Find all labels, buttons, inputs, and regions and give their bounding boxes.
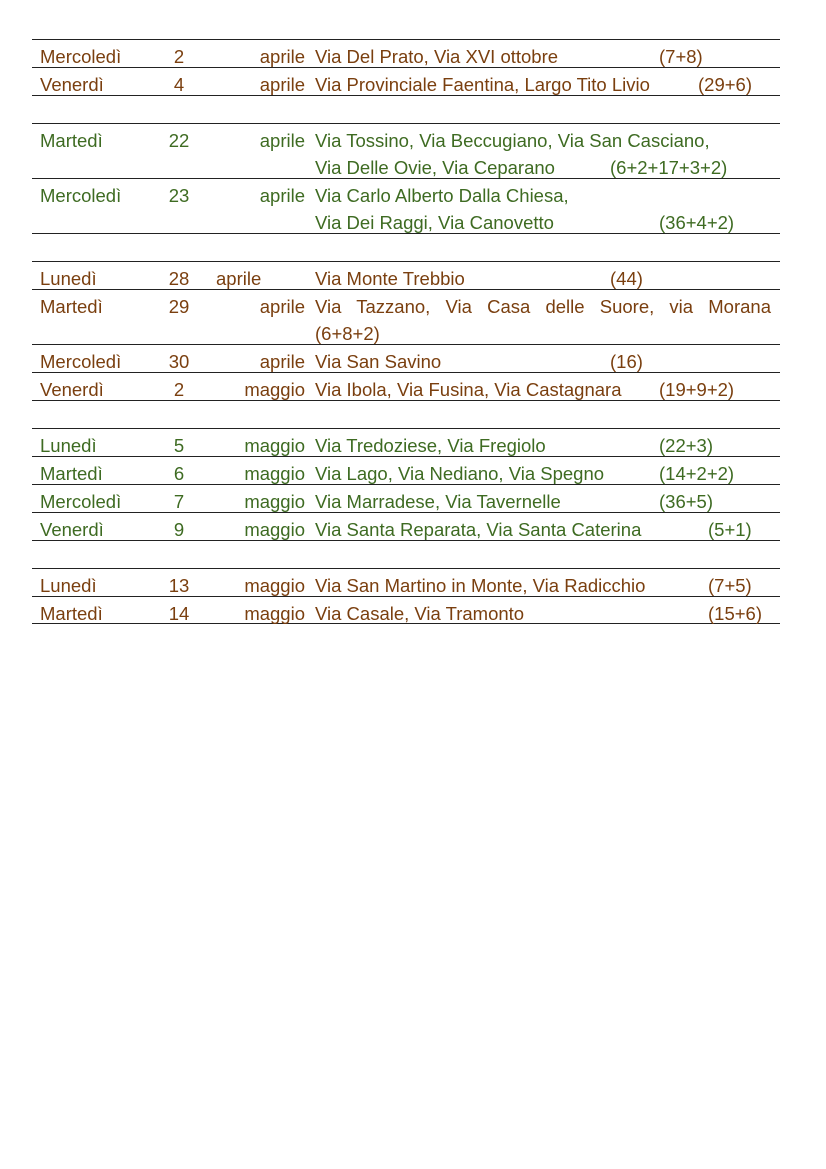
- month-cell: aprile: [259, 351, 305, 372]
- table-row: [32, 596, 780, 624]
- month-cell: aprile: [259, 46, 305, 67]
- month-cell: aprile: [259, 74, 305, 95]
- table-row: [32, 484, 780, 512]
- code-cell: (36+5): [659, 491, 713, 512]
- month-cell: maggio: [244, 603, 305, 624]
- date-number-cell: 30: [168, 351, 190, 372]
- date-number-cell: 14: [168, 603, 190, 624]
- date-number-cell: 2: [173, 379, 185, 400]
- day-cell: Martedì: [40, 130, 103, 151]
- month-cell: maggio: [244, 491, 305, 512]
- day-cell: Lunedì: [40, 575, 97, 596]
- code-cell: (44): [610, 268, 643, 289]
- table-row: [32, 372, 780, 400]
- streets-cell: Via Ibola, Via Fusina, Via Castagnara: [315, 379, 622, 400]
- streets-line-2: (6+8+2): [315, 323, 380, 344]
- table-row: [32, 67, 780, 95]
- day-cell: Venerdì: [40, 519, 104, 540]
- day-cell: Lunedì: [40, 268, 97, 289]
- code-cell: (5+1): [708, 519, 752, 540]
- date-number-cell: 9: [173, 519, 185, 540]
- streets-cell: Via Provinciale Faentina, Largo Tito Livio: [315, 74, 650, 95]
- spacer-row: [32, 540, 780, 568]
- month-cell: maggio: [244, 463, 305, 484]
- spacer-row: [32, 95, 780, 123]
- streets-cell: Via Tredoziese, Via Fregiolo: [315, 435, 546, 456]
- code-cell: (36+4+2): [659, 212, 735, 233]
- day-cell: Martedì: [40, 463, 103, 484]
- day-cell: Martedì: [40, 296, 103, 317]
- date-number-cell: 5: [173, 435, 185, 456]
- streets-cell: Via Marradese, Via Tavernelle: [315, 491, 561, 512]
- table-row: [32, 428, 780, 456]
- date-number-cell: 22: [168, 130, 190, 151]
- streets-line-2: Via Delle Ovie, Via Ceparano: [315, 157, 555, 178]
- streets-cell: Via Casale, Via Tramonto: [315, 603, 525, 624]
- code-cell: (15+6): [708, 603, 762, 624]
- month-cell: maggio: [244, 435, 305, 456]
- date-number-cell: 2: [173, 46, 185, 67]
- month-cell: maggio: [244, 575, 305, 596]
- code-cell: (14+2+2): [659, 463, 735, 484]
- table-row: [32, 568, 780, 596]
- table-row: [32, 39, 780, 67]
- code-cell: (7+8): [659, 46, 703, 67]
- day-cell: Venerdì: [40, 379, 104, 400]
- table-row: [32, 289, 780, 344]
- table-row: [32, 261, 780, 289]
- streets-cell: Via Santa Reparata, Via Santa Caterina: [315, 519, 642, 540]
- code-cell: (7+5): [708, 575, 752, 596]
- month-cell: maggio: [244, 379, 305, 400]
- month-cell: aprile: [259, 185, 305, 206]
- month-cell: aprile: [259, 296, 305, 317]
- month-cell: aprile: [259, 130, 305, 151]
- streets-line-2: Via Dei Raggi, Via Canovetto: [315, 212, 554, 233]
- day-cell: Mercoledì: [40, 351, 122, 372]
- month-cell: maggio: [244, 519, 305, 540]
- spacer-row: [32, 400, 780, 428]
- date-number-cell: 4: [173, 74, 185, 95]
- day-cell: Venerdì: [40, 74, 104, 95]
- date-number-cell: 13: [168, 575, 190, 596]
- date-number-cell: 6: [173, 463, 185, 484]
- day-cell: Lunedì: [40, 435, 97, 456]
- code-cell: (29+6): [698, 74, 752, 95]
- streets-line-1: Via Tazzano, Via Casa delle Suore, via Morana: [315, 296, 771, 317]
- table-row: [32, 123, 780, 178]
- day-cell: Martedì: [40, 603, 103, 624]
- code-cell: (19+9+2): [659, 379, 735, 400]
- table-row: [32, 344, 780, 372]
- streets-cell: Via San Savino: [315, 351, 442, 372]
- day-cell: Mercoledì: [40, 46, 122, 67]
- table-row: [32, 512, 780, 540]
- streets-cell: Via Lago, Via Nediano, Via Spegno: [315, 463, 605, 484]
- date-number-cell: 28: [168, 268, 190, 289]
- code-cell: (6+2+17+3+2): [610, 157, 728, 178]
- streets-cell: Via Monte Trebbio: [315, 268, 465, 289]
- code-cell: (16): [610, 351, 643, 372]
- schedule-table: [32, 39, 780, 624]
- date-number-cell: 23: [168, 185, 190, 206]
- date-number-cell: 29: [168, 296, 190, 317]
- month-cell: aprile: [216, 268, 262, 289]
- date-number-cell: 7: [173, 491, 185, 512]
- streets-cell: Via Del Prato, Via XVI ottobre: [315, 46, 559, 67]
- streets-line-1: Via Tossino, Via Beccugiano, Via San Casciano,: [315, 130, 710, 151]
- day-cell: Mercoledì: [40, 491, 122, 512]
- table-row: [32, 456, 780, 484]
- day-cell: Mercoledì: [40, 185, 122, 206]
- table-row: [32, 178, 780, 233]
- streets-line-1: Via Carlo Alberto Dalla Chiesa,: [315, 185, 569, 206]
- code-cell: (22+3): [659, 435, 713, 456]
- spacer-row: [32, 233, 780, 261]
- streets-cell: Via San Martino in Monte, Via Radicchio: [315, 575, 646, 596]
